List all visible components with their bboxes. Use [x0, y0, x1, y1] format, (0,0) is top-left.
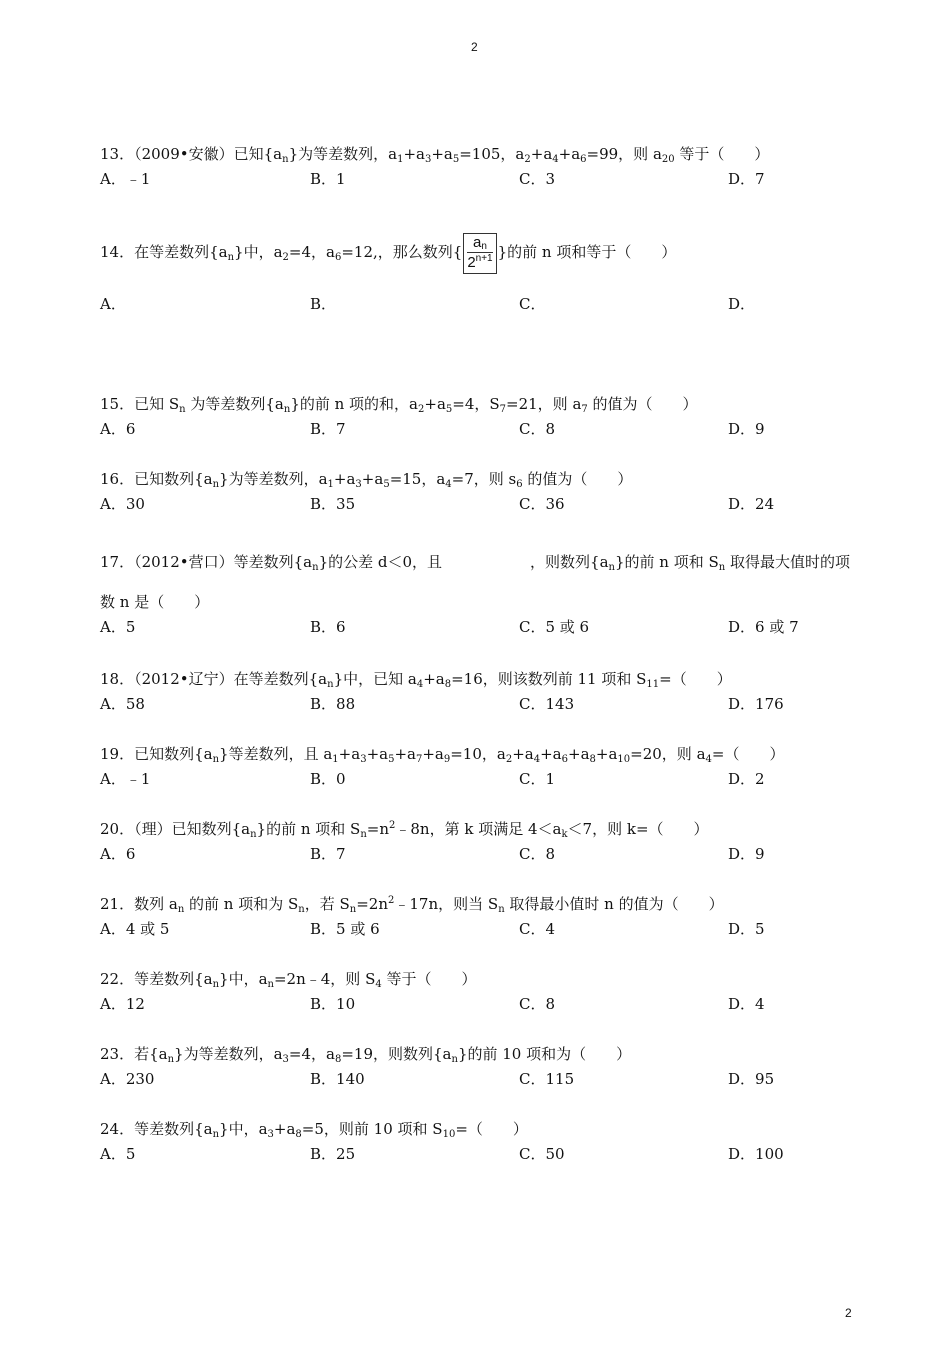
option-b: B．140	[310, 1070, 365, 1088]
option-a: A．6	[100, 845, 136, 863]
question-17-stem-line2: 数 n 是（ ）	[100, 593, 210, 611]
option-c: C．36	[519, 495, 565, 513]
question-16-stem: 16．已知数列$\{a_n\}$为等差数列，$a_1+a_3+a_5=15$，$a_4=7$，则 $s_6$ 的值为（ ）	[100, 470, 633, 490]
option-b: B．5 或 6	[310, 920, 380, 938]
question-23	[100, 1042, 860, 1092]
option-d: D．24	[728, 495, 775, 513]
option-d: D．176	[728, 695, 784, 713]
question-13-options	[100, 167, 860, 192]
option-c: C．115	[519, 1070, 575, 1088]
option-a: A．5	[100, 1145, 136, 1163]
option-d: D．9	[728, 845, 765, 863]
option-a: A．12	[100, 995, 145, 1013]
option-d: D．7	[728, 170, 765, 188]
option-d: D．4	[728, 995, 765, 1013]
option-a: A．5	[100, 618, 136, 636]
question-21-options	[100, 917, 860, 942]
question-21-stem: 21．数列 $a_n$ 的前 n 项和为 $S_n$，若 $S_n=2n^2﹣17n$，则当 $S_n$ 取得最小值时 n 的值为（ ）	[100, 895, 724, 915]
question-17-options	[100, 615, 860, 640]
question-15-options	[100, 417, 860, 442]
question-19-options	[100, 767, 860, 792]
question-15	[100, 392, 860, 442]
option-a: A．58	[100, 695, 145, 713]
option-a: A．6	[100, 420, 136, 438]
fraction-numerator: $a_n$	[467, 235, 492, 254]
question-18-stem: 18．（2012•辽宁）在等差数列$\{a_n\}$中，已知 $a_4+a_8=16$，则该数列前 11 项和 $S_{11}=$（ ）	[100, 670, 732, 690]
option-c: C．	[519, 295, 546, 313]
fraction-denominator: $2^{n+1}$	[467, 253, 493, 271]
option-b: B．7	[310, 420, 346, 438]
option-c: C．3	[519, 170, 556, 188]
option-b: B．0	[310, 770, 346, 788]
question-23-stem: 23．若$\{a_n\}$为等差数列，$a_3=4$，$a_8=19$，则数列$\{a_n\}$的前 10 项和为（ ）	[100, 1045, 632, 1065]
option-c: C．5 或 6	[519, 618, 590, 636]
option-a: A．﹣1	[100, 770, 151, 788]
option-d: D．100	[728, 1145, 784, 1163]
option-b: B．88	[310, 695, 356, 713]
question-14	[100, 224, 860, 317]
question-24-options	[100, 1142, 860, 1167]
question-13	[100, 142, 860, 192]
option-b: B．7	[310, 845, 346, 863]
question-18-options	[100, 692, 860, 717]
option-d: D．2	[728, 770, 765, 788]
option-c: C．50	[519, 1145, 565, 1163]
fraction-formula	[463, 233, 496, 274]
question-17	[100, 550, 860, 640]
option-b: B．1	[310, 170, 346, 188]
option-d: D．9	[728, 420, 765, 438]
option-d: D．6 或 7	[728, 618, 799, 636]
option-a: A．4 或 5	[100, 920, 170, 938]
question-22-options	[100, 992, 860, 1017]
question-14-options	[100, 292, 860, 317]
question-23-options	[100, 1067, 860, 1092]
question-22	[100, 967, 860, 1017]
option-a: A．30	[100, 495, 145, 513]
option-c: C．143	[519, 695, 575, 713]
question-14-stem: 14．在等差数列$\{a_n\}$中，$a_2=4$，$a_6=12$,，那么数列{ $\frac{a_n}{2^{n+1}}$ }的前 n 项和等于（ ）	[100, 224, 860, 280]
question-18	[100, 667, 860, 717]
option-a: A．﹣1	[100, 170, 151, 188]
question-15-stem: 15．已知 $S_n$ 为等差数列$\{a_n\}$的前 n 项的和，$a_2+a_5=4$，$S_7=21$，则 $a_7$ 的值为（ ）	[100, 395, 698, 415]
question-24	[100, 1117, 860, 1167]
option-d: D．	[728, 295, 756, 313]
question-16	[100, 467, 860, 517]
option-d: D．95	[728, 1070, 775, 1088]
question-20-stem: 20．（理）已知数列$\{a_n\}$的前 n 项和 $S_n=n^2﹣8n$，第 k 项满足 $4<a_k<7$，则 k=（ ）	[100, 820, 709, 840]
option-a: A．230	[100, 1070, 155, 1088]
question-22-stem: 22．等差数列$\{a_n\}$中，$a_n=2n﹣4$，则 $S_4$ 等于（ ）	[100, 970, 477, 990]
question-19-stem: 19．已知数列$\{a_n\}$等差数列，且 $a_1+a_3+a_5+a_7+a_9=10$，$a_2+a_4+a_6+a_8+a_{10}=20$，则 $a_4=$（ ）	[100, 745, 785, 765]
option-c: C．8	[519, 420, 556, 438]
option-c: C．8	[519, 845, 556, 863]
question-20-options	[100, 842, 860, 867]
option-a: A．	[100, 295, 126, 313]
page-number-bottom: 2	[845, 1306, 852, 1320]
question-19	[100, 742, 860, 792]
question-20	[100, 817, 860, 867]
option-c: C．4	[519, 920, 556, 938]
option-d: D．5	[728, 920, 765, 938]
option-b: B．10	[310, 995, 356, 1013]
option-b: B．	[310, 295, 337, 313]
question-13-stem: 13．（2009•安徽）已知$\{a_n\}$为等差数列，$a_1+a_3+a_5=105$，$a_2+a_4+a_6=99$，则 $a_{20}$ 等于（ ）	[100, 145, 770, 165]
option-c: C．1	[519, 770, 556, 788]
question-24-stem: 24．等差数列$\{a_n\}$中，$a_3+a_8=5$，则前 10 项和 $S_{10}=$（ ）	[100, 1120, 528, 1140]
option-b: B．25	[310, 1145, 356, 1163]
page-number-top: 2	[471, 40, 478, 54]
option-b: B．6	[310, 618, 346, 636]
question-17-stem: 17．（2012•营口）等差数列$\{a_n\}$的公差 d＜0，且 ，则数列$\{a_n\}$的前 n 项和 $S_n$ 取得最大值时的项	[100, 553, 851, 573]
option-c: C．8	[519, 995, 556, 1013]
question-21	[100, 892, 860, 942]
question-16-options	[100, 492, 860, 517]
option-b: B．35	[310, 495, 356, 513]
